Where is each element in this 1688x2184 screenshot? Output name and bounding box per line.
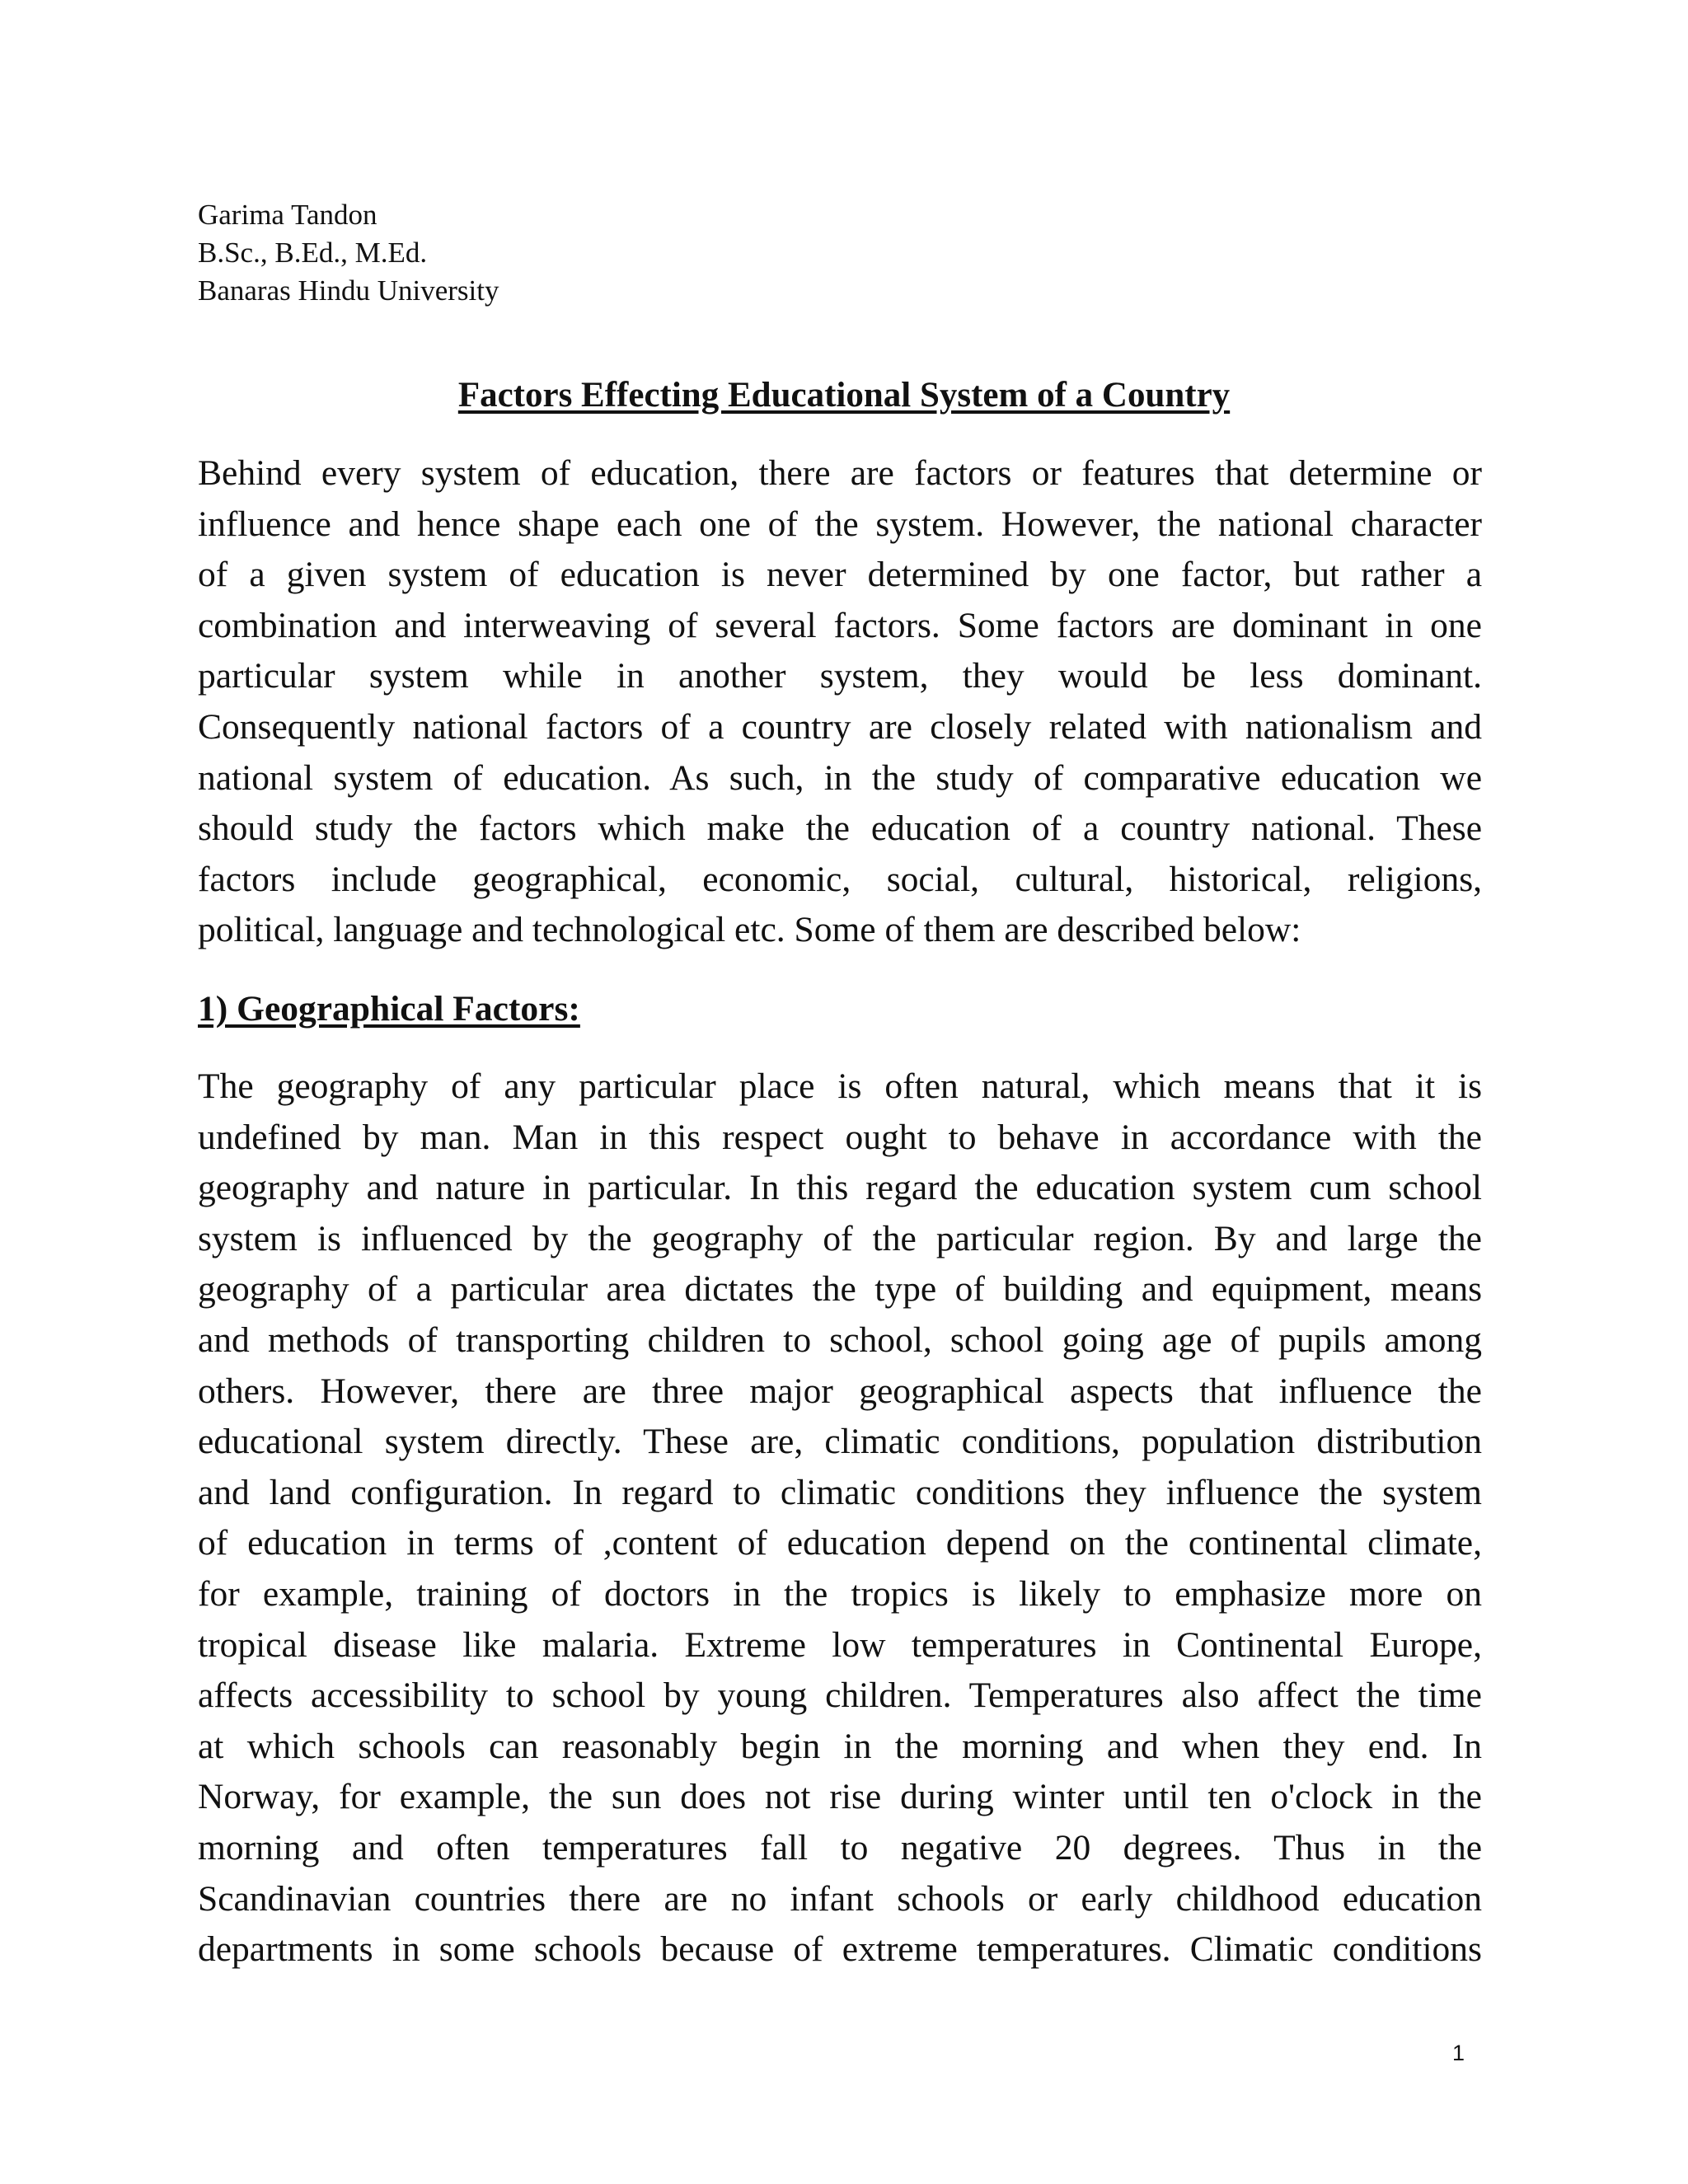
- paragraph-line: political, language and technological etc. Some of them are described below:: [198, 910, 1301, 950]
- paragraph-line: educational system directly. These are, climatic conditions, population distribution: [198, 1422, 1482, 1462]
- geography-paragraph: [198, 1062, 1482, 1975]
- author-degrees: B.Sc., B.Ed., M.Ed.: [198, 237, 428, 269]
- author-name: Garima Tandon: [198, 199, 377, 231]
- paragraph-line: combination and interweaving of several factors. Some factors are dominant in one: [198, 605, 1482, 645]
- author-block: [198, 196, 499, 310]
- paragraph-line: national system of education. As such, in the study of comparative education we: [198, 757, 1482, 798]
- paragraph-line: Scandinavian countries there are no infant schools or early childhood education: [198, 1878, 1482, 1919]
- page-number: 1: [1452, 2041, 1465, 2065]
- document-title: Factors Effecting Educational System of a Country: [457, 376, 1231, 415]
- author-university: Banaras Hindu University: [198, 274, 499, 307]
- paragraph-line: and methods of transporting children to school, school going age of pupils among: [198, 1319, 1482, 1360]
- paragraph-line: factors include geographical, economic, social, cultural, historical, religions,: [198, 859, 1482, 899]
- paragraph-line: undefined by man. Man in this respect ought to behave in accordance with the: [198, 1117, 1482, 1157]
- paragraph-line: Behind every system of education, there are factors or features that determine or: [198, 453, 1482, 493]
- paragraph-line: influence and hence shape each one of the system. However, the national character: [198, 504, 1482, 544]
- paragraph-line: morning and often temperatures fall to negative 20 degrees. Thus in the: [198, 1827, 1482, 1868]
- paragraph-line: of a given system of education is never determined by one factor, but rather a: [198, 555, 1482, 595]
- paragraph-line: geography and nature in particular. In this regard the education system cum school: [198, 1168, 1482, 1208]
- section-heading-container: [198, 986, 580, 1032]
- paragraph-line: tropical disease like malaria. Extreme low temperatures in Continental Europe,: [198, 1624, 1482, 1665]
- paragraph-line: departments in some schools because of extreme temperatures. Climatic conditions: [198, 1929, 1482, 1970]
- document-title-container: [0, 373, 1688, 419]
- paragraph-line: geography of a particular area dictates the type of building and equipment, means: [198, 1269, 1482, 1310]
- intro-paragraph: [198, 448, 1482, 956]
- paragraph-line: Norway, for example, the sun does not rise during winter until ten o'clock in the: [198, 1777, 1482, 1817]
- paragraph-line: should study the factors which make the education of a country national. These: [198, 808, 1482, 849]
- paragraph-line: affects accessibility to school by young children. Temperatures also affect the time: [198, 1675, 1482, 1716]
- paragraph-line: of education in terms of ,content of education depend on the continental climate,: [198, 1523, 1482, 1563]
- paragraph-line: Consequently national factors of a country are closely related with nationalism and: [198, 706, 1482, 747]
- section-heading: 1) Geographical Factors:: [198, 989, 580, 1029]
- paragraph-line: others. However, there are three major geographical aspects that influence the: [198, 1371, 1482, 1411]
- paragraph-line: particular system while in another system, they would be less dominant.: [198, 656, 1482, 696]
- paragraph-line: system is influenced by the geography of the particular region. By and large the: [198, 1218, 1482, 1258]
- paragraph-line: at which schools can reasonably begin in the morning and when they end. In: [198, 1726, 1482, 1766]
- paragraph-line: The geography of any particular place is often natural, which means that it is: [198, 1066, 1482, 1106]
- paragraph-line: for example, training of doctors in the tropics is likely to emphasize more on: [198, 1573, 1482, 1614]
- paragraph-line: and land configuration. In regard to climatic conditions they influence the system: [198, 1472, 1482, 1512]
